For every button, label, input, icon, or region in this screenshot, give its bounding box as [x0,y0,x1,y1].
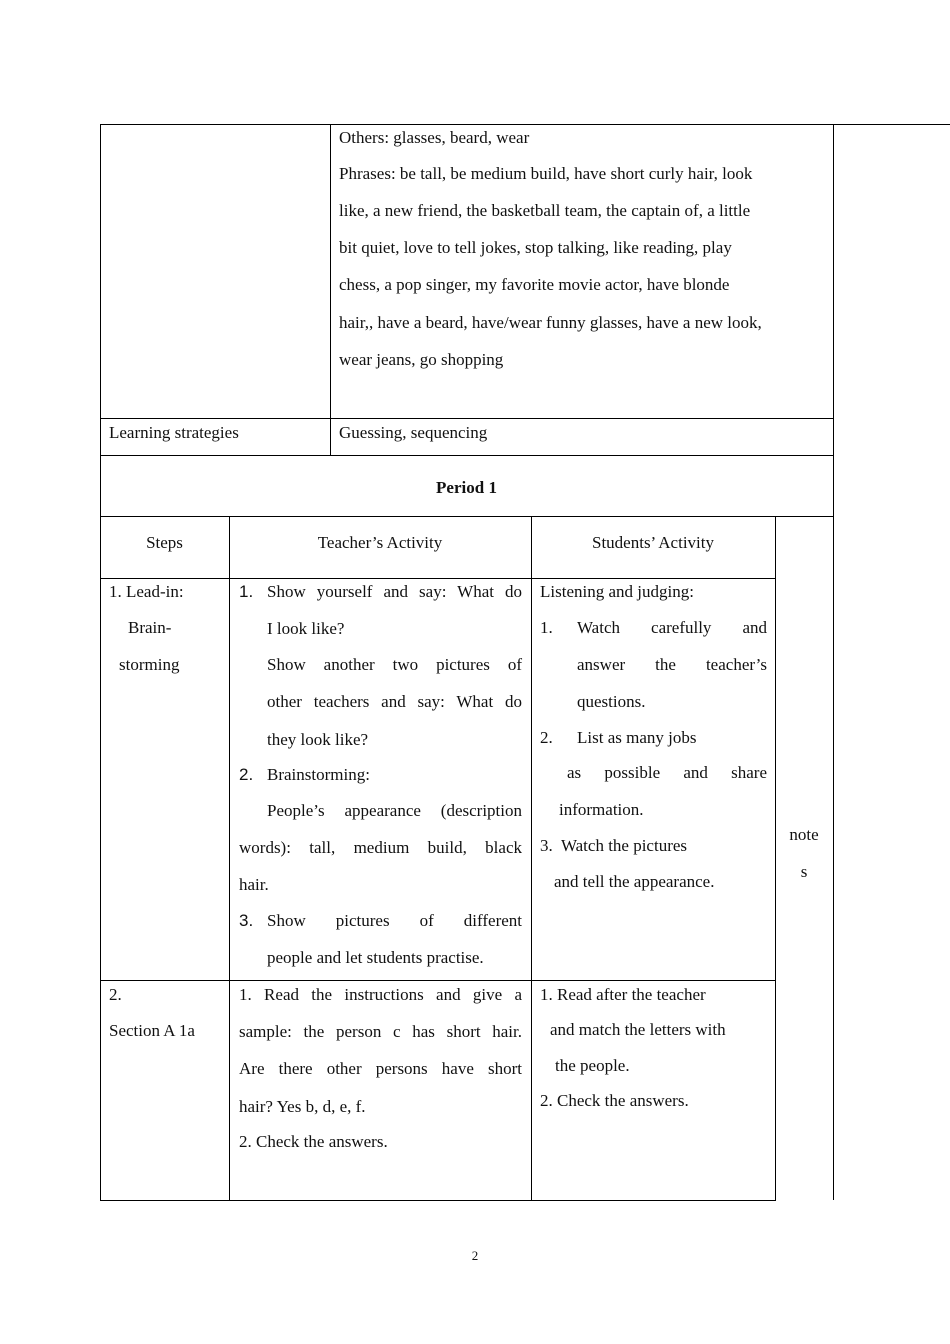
phrases-line: chess, a pop singer, my favorite movie actor, have blonde [339,275,730,294]
teacher-line: Show yourself and say: What do [267,582,522,601]
header-notes: note [789,825,819,844]
teacher-line: hair? Yes b, d, e, f. [239,1097,366,1116]
strategies-label: Learning strategies [109,423,239,442]
list-number: 1. [540,618,553,637]
students-line: List as many jobs [577,728,697,747]
students-line: as possible and share [567,763,767,782]
step-label: 2. [109,985,122,1004]
teacher-line: they look like? [267,730,369,749]
teacher-line: Show another two pictures of [267,655,522,674]
teacher-line: I look like? [267,619,345,638]
teacher-line: words): tall, medium build, black [239,838,522,857]
step-label: Brain- [128,618,172,637]
teacher-line: hair. [239,875,269,894]
header-students-activity: Students’ Activity [592,533,714,552]
students-line: 2. Check the answers. [540,1091,689,1110]
step-label: 1. Lead-in: [109,582,184,601]
teacher-line: Show pictures of different [267,911,522,930]
strategies-value: Guessing, sequencing [339,423,488,442]
students-line: Watch carefully and [577,618,767,637]
step-label: Section A 1a [109,1021,195,1040]
period-title: Period 1 [436,478,497,497]
students-line: and tell the appearance. [554,872,715,891]
students-line: questions. [577,692,646,711]
header-notes-cont: s [800,862,808,881]
table-right-border [833,124,834,1200]
list-number: 3. [239,911,254,930]
students-line: information. [559,800,644,819]
list-number: 1. [239,582,254,601]
col-divider [229,516,230,1201]
teacher-line: sample: the person c has short hair. [239,1022,522,1041]
phrases-line: like, a new friend, the basketball team, the captain of, a little [339,201,751,220]
teacher-line: Are there other persons have short [239,1059,522,1078]
phrases-line: bit quiet, love to tell jokes, stop talking, like reading, play [339,238,732,257]
list-number: 2. [239,765,254,784]
list-number: 2. [540,728,553,747]
row-divider [100,516,833,517]
phrases-line: wear jeans, go shopping [339,350,504,369]
teacher-line: 1. Read the instructions and give a [239,985,522,1004]
students-line: and match the letters with [550,1020,726,1039]
students-line: answer the teacher’s [577,655,767,674]
row-divider [100,455,833,456]
header-steps: Steps [146,533,183,552]
teacher-line: Brainstorming: [267,765,370,784]
col-divider [531,516,532,1201]
teacher-line: 2. Check the answers. [239,1132,388,1151]
others-text: Others: glasses, beard, wear [339,128,530,147]
phrases-line: hair,, have a beard, have/wear funny glasses, have a new look, [339,313,762,332]
page-number: 2 [471,1248,479,1263]
header-teacher-activity: Teacher’s Activity [317,533,443,552]
teacher-line: other teachers and say: What do [267,692,522,711]
step-label: storming [119,655,180,674]
teacher-line: people and let students practise. [267,948,484,967]
students-line: the people. [555,1056,630,1075]
table-left-border [100,124,101,1201]
students-line: Listening and judging: [540,582,694,601]
students-line: 1. Read after the teacher [540,985,706,1004]
students-line: 3. Watch the pictures [540,836,688,855]
phrases-line: Phrases: be tall, be medium build, have short curly hair, look [339,164,753,183]
col-divider [330,124,331,455]
teacher-line: People’s appearance (description [267,801,522,820]
table-bottom-border [100,1200,775,1201]
